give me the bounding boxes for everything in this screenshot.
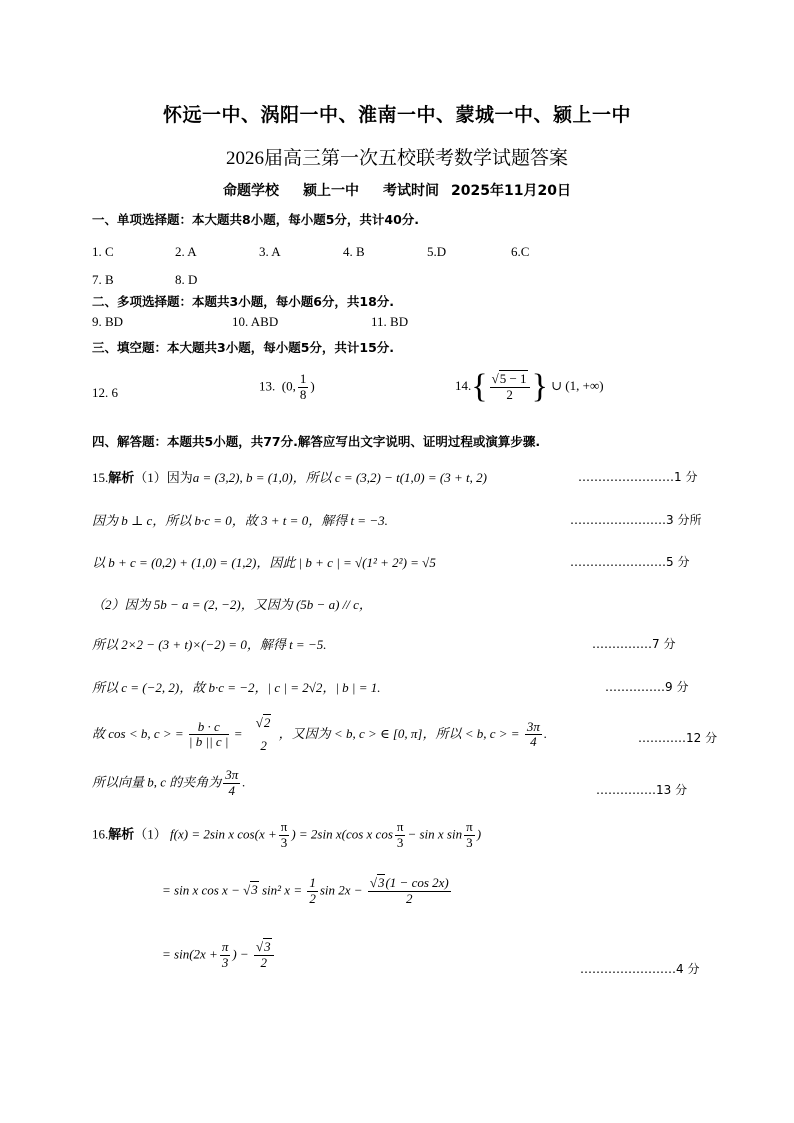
q15-line-3: 以 b + c = (0,2) + (1,0) = (1,2)，因此 | b + c | = √(1² + 2²) = √5 bbox=[92, 555, 436, 570]
q15-score-1: ……………………1 分 bbox=[578, 470, 698, 484]
q15-line-7: 故 cos < b, c > = $\frac{b \cdot c}{| b || c |}$ = √2 2 ，又因为 < b, c > ∈ [0, π]，所以 < b, c > = $\frac{3\pi}{4}$ . bbox=[92, 715, 548, 753]
q16-line-2: = sin x cos x − √3 sin² x = $\frac{1}{2}$ sin 2x − $\frac{√3(1 - \cos 2x)}{2}$ bbox=[162, 875, 449, 906]
answer-13: 13. (0, $\frac{1}{8}$ ) bbox=[259, 371, 315, 402]
q15-line-4: （2）因为 5b − a = (2, −2)，又因为 (5b − a) // c， bbox=[92, 597, 372, 612]
answer-10: 10. ABD bbox=[232, 314, 279, 329]
exam-meta bbox=[0, 180, 794, 200]
section-fill-blank: 三、填空题：本大题共3小题，每小题5分，共计15分. bbox=[92, 340, 395, 355]
q16-line-3: = sin(2x + $\frac{\pi}{3}$ ) − $\frac{√3}{2}$ bbox=[162, 940, 276, 971]
section-solutions: 四、解答题：本题共5小题，共77分.解答应写出文字说明、证明过程或演算步骤. bbox=[92, 434, 541, 449]
answer-13-label: 13. bbox=[259, 378, 276, 394]
answer-6: 6.C bbox=[511, 244, 530, 259]
answer-12: 12. 6 bbox=[92, 385, 118, 400]
answer-1: 1. C bbox=[92, 244, 114, 259]
time: 2025年11月20日 bbox=[451, 183, 571, 199]
section-multi-choice: 二、多项选择题：本题共3小题，每小题6分，共18分. bbox=[92, 294, 395, 309]
header-schools: 怀远一中、涡阳一中、淮南一中、蒙城一中、颍上一中 bbox=[162, 104, 631, 126]
q16-line-1: 16.解析（1） f(x) = 2sin x cos(x + $\frac{\pi}{3}$ ) = 2sin x(cos x cos $\frac{\pi}{3}$ − sin x sin $\frac{\pi}{3}$ ) bbox=[92, 819, 482, 850]
exam-title: 2026届高三第一次五校联考数学试题答案 bbox=[225, 148, 568, 169]
time-label: 考试时间 bbox=[383, 183, 440, 199]
q15-line-8: 所以向量 b, c 的夹角为 $\frac{3\pi}{4}$ . bbox=[92, 767, 246, 798]
q15-line-1: 15.解析（1）因为a = (3,2), b = (1,0)，所以 c = (3,2) − t(1,0) = (3 + t, 2) bbox=[92, 470, 487, 486]
answer-11: 11. BD bbox=[371, 314, 409, 329]
setter: 颍上一中 bbox=[303, 183, 360, 199]
q15-line-2: 因为 b ⊥ c，所以 b·c = 0，故 3 + t = 0，解得 t = −3. bbox=[92, 513, 388, 528]
answer-7: 7. B bbox=[92, 272, 114, 287]
q16-score-4: ……………………4 分 bbox=[580, 962, 700, 976]
answer-3: 3. A bbox=[259, 244, 281, 259]
answer-9: 9. BD bbox=[92, 314, 124, 329]
q15-score-7: ……………7 分 bbox=[592, 637, 676, 651]
q15-score-12: …………12 分 bbox=[638, 731, 718, 745]
setter-label: 命题学校 bbox=[223, 183, 280, 199]
answer-14: 14.{ $\frac{√5 - 1}{2}$ } ∪ (1, +∞) bbox=[455, 368, 604, 405]
answer-8: 8. D bbox=[175, 272, 198, 287]
section-single-choice: 一、单项选择题：本大题共8小题，每小题5分，共计40分. bbox=[92, 212, 420, 227]
answer-4: 4. B bbox=[343, 244, 365, 259]
q15-line-5: 所以 2×2 − (3 + t)×(−2) = 0，解得 t = −5. bbox=[92, 637, 327, 652]
q15-score-3: ……………………3 分所 bbox=[570, 513, 702, 527]
q15-score-5: ……………………5 分 bbox=[570, 555, 690, 569]
q15-score-9: ……………9 分 bbox=[605, 680, 689, 694]
answer-14-label: 14. bbox=[455, 377, 472, 393]
q15-score-13: ……………13 分 bbox=[596, 783, 688, 797]
answer-2: 2. A bbox=[175, 244, 197, 259]
answer-5: 5.D bbox=[427, 244, 447, 259]
q15-line-6: 所以 c = (−2, 2)，故 b·c = −2，| c | = 2√2，| b | = 1. bbox=[92, 680, 381, 695]
